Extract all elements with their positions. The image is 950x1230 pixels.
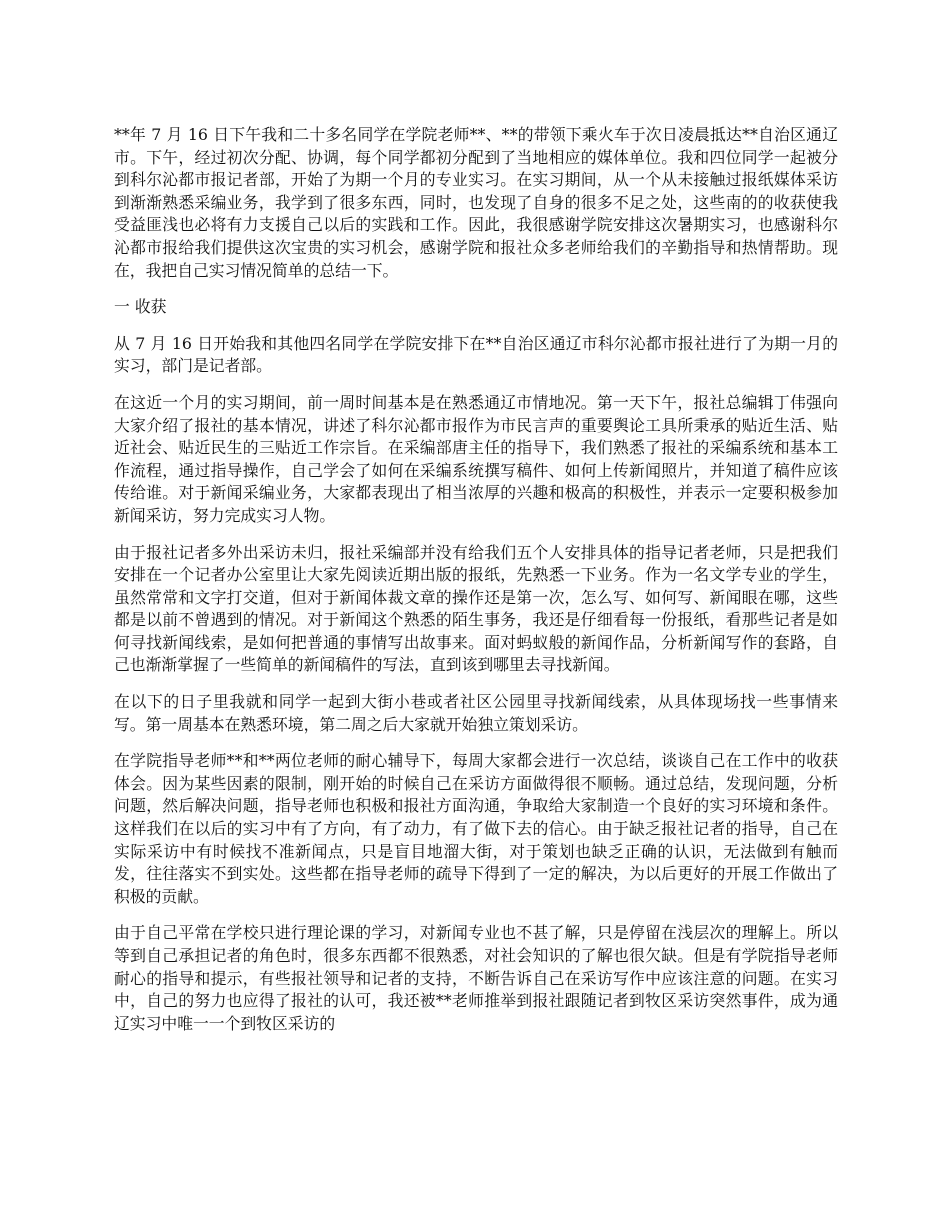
section-heading-harvest: 一 收获 bbox=[114, 297, 167, 317]
paragraph-intro: **年 7 月 16 日下午我和二十多名同学在学院老师**、**的带领下乘火车于次日凌晨抵达**自治区通辽市。下午，经过初次分配、协调，每个同学都初分配到了当地相应的媒体单位。我和四位同学一起被分到科尔沁都市报记者部，开始了为期一个月的专业实习。在实习期间，从一个从未接触过报纸媒体采访到渐渐熟悉采编业务，我学到了很多东西，同时，也发现了自身的很多不足之处，这些南的的收获使我受益匪浅也必将有力支援自己以后的实践和工作。因此，我很感谢学院安排这次暑期实习，也感谢科尔沁都市报给我们提供这次宝贵的实习机会，感谢学院和报社众多老师给我们的辛勤指导和热情帮助。现在，我把自己实习情况简单的总结一下。 bbox=[114, 125, 838, 280]
paragraph-first-week: 在这近一个月的实习期间，前一周时间基本是在熟悉通辽市情地况。第一天下午，报社总编辑丁伟强向大家介绍了报社的基本情况，讲述了科尔沁都市报作为市民言声的重要舆论工具所秉承的贴近生活、贴近社会、贴近民生的三贴近工作宗旨。在采编部唐主任的指导下，我们熟悉了报社的采编系统和基本工作流程，通过指导操作，自己学会了如何在采编系统撰写稿件、如何上传新闻照片，并知道了稿件应该传给谁。对于新闻采编业务，大家都表现出了相当浓厚的兴趣和极高的积极性，并表示一定要积极参加新闻采访，努力完成实习人物。 bbox=[114, 392, 838, 525]
document-body bbox=[114, 124, 838, 1049]
paragraph-start-date: 从 7 月 16 日开始我和其他四名同学在学院安排下在**自治区通辽市科尔沁都市报社进行了为期一月的实习，部门是记者部。 bbox=[114, 333, 838, 376]
paragraph-theory-practice: 由于自己平常在学校只进行理论课的学习，对新闻专业也不甚了解，只是停留在浅层次的理解上。所以等到自己承担记者的角色时，很多东西都不很熟悉，对社会知识的了解也很欠缺。但是有学院指导老师耐心的指导和提示，有些报社领导和记者的支持，不断告诉自己在采访写作中应该注意的问题。在实习中，自己的努力也应得了报社的认可，我还被**老师推举到报社跟随记者到牧区采访突然事件，成为通辽实习中唯一一个到牧区采访的 bbox=[114, 923, 838, 1033]
paragraph-weekly-summary: 在学院指导老师**和**两位老师的耐心辅导下，每周大家都会进行一次总结，谈谈自己在工作中的收获体会。因为某些因素的限制，刚开始的时候自己在采访方面做得很不顺畅。通过总结，发现问题，分析问题，然后解决问题，指导老师也积极和报社方面沟通，争取给大家制造一个良好的实习环境和条件。这样我们在以后的实习中有了方向，有了动力，有了做下去的信心。由于缺乏报社记者的指导，自己在实际采访中有时候找不准新闻点，只是盲目地溜大街，对于策划也缺乏正确的认识，无法做到有触而发，往往落实不到实处。这些都在指导老师的疏导下得到了一定的解决，为以后更好的开展工作做出了积极的贡献。 bbox=[114, 751, 838, 906]
paragraph-finding-news: 在以下的日子里我就和同学一起到大街小巷或者社区公园里寻找新闻线索，从具体现场找一些事情来写。第一周基本在熟悉环境，第二周之后大家就开始独立策划采访。 bbox=[114, 692, 838, 734]
paragraph-reading-papers: 由于报社记者多外出采访未归，报社采编部并没有给我们五个人安排具体的指导记者老师，只是把我们安排在一个记者办公室里让大家先阅读近期出版的报纸，先熟悉一下业务。作为一名文学专业的学生，虽然常常和文字打交道，但对于新闻体裁文章的操作还是第一次，怎么写、如何写、新闻眼在哪，这些都是以前不曾遇到的情况。对于新闻这个熟悉的陌生事务，我还是仔细看每一份报纸，看那些记者是如何寻找新闻线索，是如何把普通的事情写出故事来。面对蚂蚁般的新闻作品，分析新闻写作的套路，自己也渐渐掌握了一些简单的新闻稿件的写法，直到该到哪里去寻找新闻。 bbox=[114, 542, 838, 675]
